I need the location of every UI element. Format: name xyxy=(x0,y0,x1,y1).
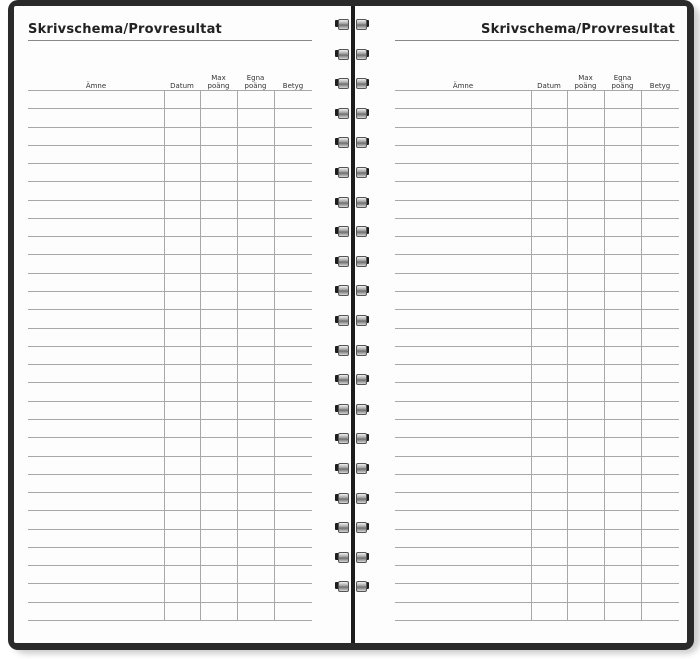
right-table-rule xyxy=(395,456,679,457)
left-col-max-points: Max poäng xyxy=(207,74,230,90)
spiral-ring xyxy=(332,255,372,266)
left-table-rule xyxy=(28,547,312,548)
right-table-rule xyxy=(395,127,679,128)
spiral-ring xyxy=(332,196,372,207)
right-divider-own xyxy=(604,90,605,620)
right-table-rule xyxy=(395,364,679,365)
spiral-ring xyxy=(332,314,372,325)
right-table-rule xyxy=(395,108,679,109)
left-table-rule xyxy=(28,273,312,274)
right-divider-grade xyxy=(641,90,642,620)
left-table-rule xyxy=(28,419,312,420)
spiral-ring xyxy=(332,107,372,118)
left-col-own-points: Egna poäng xyxy=(244,74,267,90)
left-table-rule xyxy=(28,456,312,457)
left-col-subject: Ämne xyxy=(85,81,107,90)
spiral-ring xyxy=(332,344,372,355)
right-divider-max xyxy=(567,90,568,620)
right-table-rule xyxy=(395,529,679,530)
left-table-rule xyxy=(28,254,312,255)
right-table-rule xyxy=(395,200,679,201)
left-title-rule xyxy=(28,40,312,41)
right-table-rule xyxy=(395,419,679,420)
right-title-rule xyxy=(395,40,679,41)
right-table-rule xyxy=(395,437,679,438)
right-table-rule xyxy=(395,401,679,402)
left-col-grade: Betyg xyxy=(282,81,304,90)
right-table-rule xyxy=(395,236,679,237)
right-page xyxy=(355,6,687,643)
left-table-rule xyxy=(28,401,312,402)
right-col-max-points: Max poäng xyxy=(574,74,597,90)
spiral-ring xyxy=(332,284,372,295)
spiral-ring xyxy=(332,77,372,88)
left-table-rule xyxy=(28,236,312,237)
left-table-rule xyxy=(28,181,312,182)
right-table-rule xyxy=(395,181,679,182)
right-table-rule xyxy=(395,346,679,347)
left-table-rule xyxy=(28,492,312,493)
spiral-ring xyxy=(332,48,372,59)
right-table-rule xyxy=(395,565,679,566)
spiral-ring xyxy=(332,462,372,473)
right-table-rule xyxy=(395,328,679,329)
left-divider-own xyxy=(237,90,238,620)
left-table-rule xyxy=(28,602,312,603)
right-table-rule xyxy=(395,218,679,219)
spiral-ring xyxy=(332,18,372,29)
spiral-ring xyxy=(332,551,372,562)
left-results-table xyxy=(28,68,312,620)
spiral-ring xyxy=(332,521,372,532)
spiral-ring xyxy=(332,136,372,147)
left-page-title: Skrivschema/Provresultat xyxy=(28,22,222,37)
left-table-rule xyxy=(28,127,312,128)
right-table-rule xyxy=(395,492,679,493)
left-table-rule xyxy=(28,90,312,91)
spiral-ring xyxy=(332,403,372,414)
right-table-rule xyxy=(395,510,679,511)
left-table-rule xyxy=(28,291,312,292)
spiral-ring xyxy=(332,373,372,384)
right-table-rule xyxy=(395,620,679,621)
right-table-rule xyxy=(395,90,679,91)
right-divider-date xyxy=(531,90,532,620)
left-col-date: Datum xyxy=(170,81,194,90)
right-table-rule xyxy=(395,254,679,255)
right-col-date: Datum xyxy=(537,81,561,90)
right-table-rule xyxy=(395,291,679,292)
right-table-rule xyxy=(395,547,679,548)
left-table-rule xyxy=(28,328,312,329)
right-table-rule xyxy=(395,583,679,584)
spiral-ring xyxy=(332,166,372,177)
right-results-table xyxy=(395,68,679,620)
spiral-ring xyxy=(332,432,372,443)
left-table-rule xyxy=(28,565,312,566)
spiral-ring xyxy=(332,580,372,591)
left-table-rule xyxy=(28,529,312,530)
left-table-rule xyxy=(28,382,312,383)
right-table-rule xyxy=(395,309,679,310)
left-table-rule xyxy=(28,620,312,621)
spiral-ring xyxy=(332,225,372,236)
left-divider-grade xyxy=(274,90,275,620)
right-table-rule xyxy=(395,382,679,383)
right-col-grade: Betyg xyxy=(649,81,671,90)
left-page xyxy=(14,6,351,643)
left-table-rule xyxy=(28,163,312,164)
right-table-rule xyxy=(395,273,679,274)
left-table-rule xyxy=(28,346,312,347)
right-table-rule xyxy=(395,602,679,603)
left-table-rule xyxy=(28,510,312,511)
left-table-rule xyxy=(28,145,312,146)
left-table-rule xyxy=(28,437,312,438)
left-table-rule xyxy=(28,218,312,219)
left-table-rule xyxy=(28,309,312,310)
right-col-own-points: Egna poäng xyxy=(611,74,634,90)
right-page-title: Skrivschema/Provresultat xyxy=(481,22,675,37)
left-table-rule xyxy=(28,474,312,475)
left-divider-max xyxy=(200,90,201,620)
right-table-rule xyxy=(395,163,679,164)
spiral-ring xyxy=(332,492,372,503)
left-table-rule xyxy=(28,364,312,365)
left-divider-date xyxy=(164,90,165,620)
left-table-rule xyxy=(28,108,312,109)
left-table-rule xyxy=(28,583,312,584)
left-table-rule xyxy=(28,200,312,201)
spiral-binding xyxy=(332,18,372,630)
right-table-rule xyxy=(395,474,679,475)
right-col-subject: Ämne xyxy=(452,81,474,90)
right-table-rule xyxy=(395,145,679,146)
